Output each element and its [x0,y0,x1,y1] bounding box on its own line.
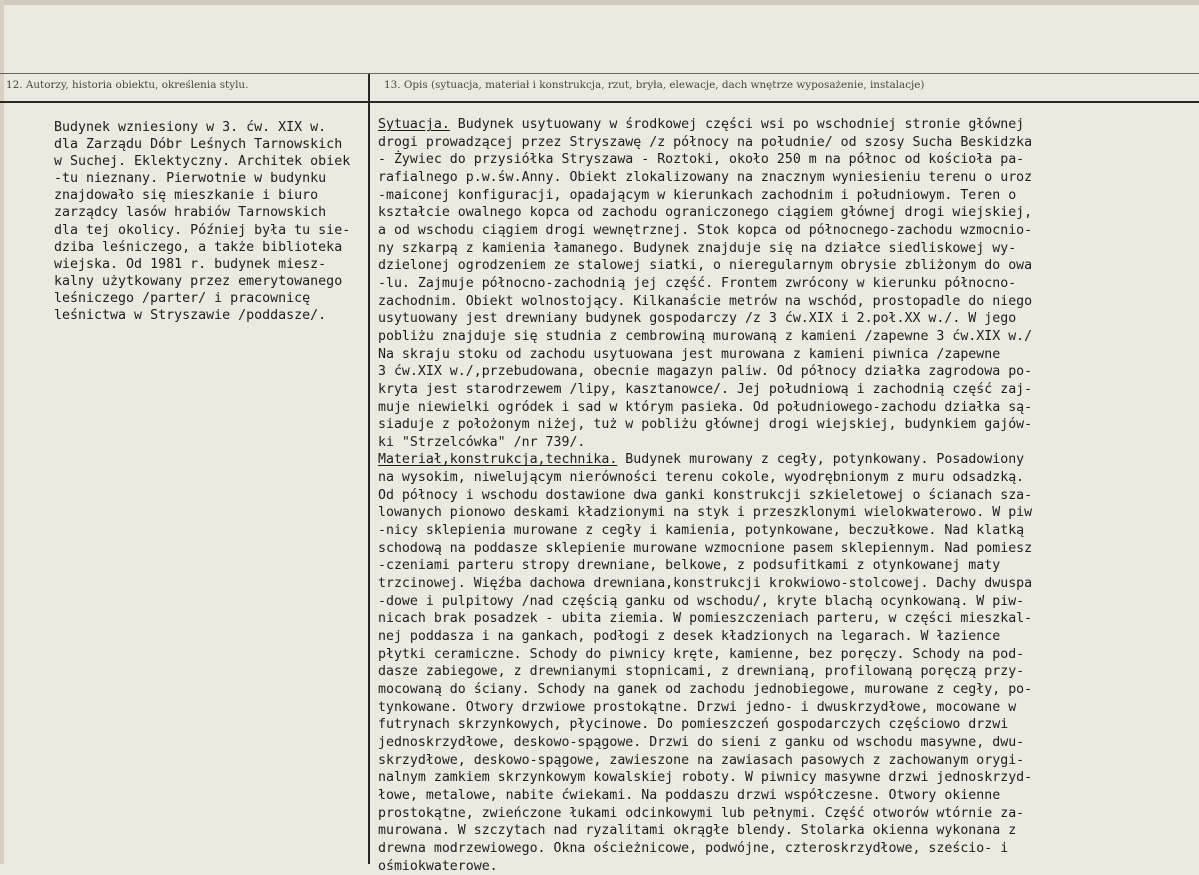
text-line: -czeniami parteru stropy drewniane, belkowe, z podsufitkami z otynkowanej maty [378,558,1001,574]
text-line: zachodnim. Obiekt wolnostojący. Kilkanaście metrów na wschód, prostopadle do niego [378,293,1033,309]
text-line: łowe, metalowe, nabite ćwiekami. Na poddaszu drzwi współczesne. Otwory okienne [378,787,1001,803]
text-line: -dowe i pulpitowy /nad częścią ganku od wschodu/, kryte blachą ocynkowaną. W piw- [378,593,1025,609]
text-line: -maiconej konfiguracji, opadającym w kierunkach zachodnim i południowym. Teren o [378,187,1017,203]
section-material-heading: Materiał,konstrukcja,technika. [378,452,618,468]
text-line: Budynek wzniesiony w 3. ćw. XIX w. [54,120,327,135]
text-line: zarządcy lasów hrabiów Tarnowskich [54,205,327,221]
text-line: dla tej okolicy. Później była tu sie- [54,222,351,238]
text-line: -lu. Zajmuje północno-zachodnią jej część. Frontem zwrócony w kierunku północno- [378,275,1017,291]
text-line: dziba leśniczego, a także biblioteka [54,239,343,255]
text-line: dzielonej ogrodzeniem ze stalowej siatki, o nieregularnym obrysie zbliżonym do owa [378,258,1033,274]
section-situation-first-line [378,116,1193,134]
text-line: na wysokim, niwelującym nierówności terenu cokole, wyodrębnionym z muru odsadzką. [378,470,1025,486]
text-line: nej poddasza i na gankach, podłogi z desek kładzionych na legarach. W łazience [378,629,1001,645]
section-material-first-line [378,451,1193,469]
text-line: dasze zabiegowe, z drewnianymi stopnicami, z drewnianą, profilowaną poręczą przy- [378,664,1025,680]
text-line: drogi prowadzącej przez Stryszawę /z północy na południe/ od szosy Sucha Beskidzka [378,134,1033,150]
text-line: prostokątne, zwieńczone łukami odcinkowymi lub pełnymi. Część otworów wtórnie za- [378,805,1025,821]
text-line: leśnictwa w Stryszawie /poddasze/. [54,308,327,324]
text-line: ki "Strzelcówka" /nr 739/. [378,434,586,450]
text-line: rafialnego p.w.św.Anny. Obiekt zlokalizowany na znacznym wyniesieniu terenu o uroz [378,169,1033,185]
text-line: wiejska. Od 1981 r. budynek miesz- [54,256,327,272]
text-line: schodową na poddasze sklepienie murowane wzmocnione pasem sklepiennym. Nad pomiesz [378,540,1033,556]
text-line: lowanych pionowo deskami kładzionymi na styk i przeszklonymi wielokwaterowo. W piw [378,505,1033,521]
text-line: dla Zarządu Dóbr Leśnych Tarnowskich [54,137,343,153]
text-line: znajdowało się mieszkanie i biuro [54,188,319,204]
text-line: ośmiokwaterowe. [378,858,498,874]
text-line: kształcie owalnego kopca od zachodu ograniczonego ciągiem głównej drogi wiejskiej, [378,205,1033,221]
text-line: w Suchej. Eklektyczny. Architek obiek [54,154,351,170]
text-line: murowana. W szczytach nad ryzalitami okrągłe blendy. Stolarka okienna wykonana z [378,823,1017,839]
text-line: mocowaną do ściany. Schody na ganek od zachodu jednobiegowe, murowane z cegły, po- [378,682,1033,697]
description-text [378,116,1193,875]
history-text [54,119,366,324]
text-line: pobliżu znajduje się studnia z cembrowiną murowaną z kamieni /zapewne 3 ćw.XIX w./ [378,328,1033,344]
text-line: muje niewielki ogródek i sad w którym pasieka. Od południowego-zachodu działka są- [378,399,1033,415]
scan-edge-top [0,0,1199,5]
text-line: Od północy i wschodu dostawione dwa ganki konstrukcji szkieletowej o ścianach sza- [378,487,1033,503]
text-line: 3 ćw.XIX w./,przebudowana, obecnie magazyn paliw. Od północy działka zagrodowa po- [378,364,1033,380]
text-line: -tu nieznany. Pierwotnie w budynku [54,171,327,187]
text-line: Na skraju stoku od zachodu usytuowana jest murowana z kamieni piwnica /zapewne [378,346,1001,362]
text-line: -nicy sklepienia murowane z cegły i kamienia, potynkowane, beczułkowe. Nad klatką [378,523,1025,539]
field-13-header: 13. Opis (sytuacja, materiał i konstrukcja, rzut, bryła, elewacje, dach wnętrze wyposażenie, instalacje) [384,79,925,91]
text-line: futrynach skrzynkowych, płycinowe. Do pomieszczeń gospodarczych częściowo drzwi [378,717,1009,733]
text-line: leśniczego /parter/ i pracownicę [54,290,311,306]
scan-edge-left [0,0,4,864]
text-line: a od wschodu ciągiem drogi wewnętrznej. Stok kopca od północnego-zachodu wzmocnio- [378,222,1033,238]
text-line: drewna modrzewiowego. Okna ościeżnicowe, podwójne, czteroskrzydłowe, sześcio- i [378,840,1009,856]
field-12-header: 12. Autorzy, historia obiektu, określenia stylu. [6,79,249,91]
text-line: usytuowany jest drewniany budynek gospodarczy /z 3 ćw.XIX i 2.poł.XX w./. W jego [378,311,1017,327]
text-line: skrzydłowe, deskowo-spągowe, zawieszone na zawiasach pasowych z zachowanym orygi- [378,752,1025,768]
text-line-fragment: Budynek usytuowany w środkowej części wsi po wschodniej stronie głównej [449,117,1025,132]
form-top-rule [0,73,1199,74]
text-line: nalnym zamkiem skrzynkowym kowalskiej roboty. W piwnicy masywne drzwi jednoskrzyd- [378,770,1033,786]
text-line: ny szkarpą z kamienia łamanego. Budynek znajduje się na działce siedliskowej wy- [378,240,1017,256]
column-divider [368,74,370,864]
text-line: - Żywiec do przysiółka Stryszawa - Roztoki, około 250 m na północ od kościoła pa- [378,152,1025,168]
text-line: kalny użytkowany przez emerytowanego [54,273,343,289]
text-line: tynkowane. Otwory drzwiowe prostokątne. Drzwi jedno- i dwuskrzydłowe, mocowane w [378,699,1017,715]
text-line: kryta jest starodrzewem /lipy, kasztanowce/. Jej południową i zachodnią część zaj- [378,381,1033,397]
form-header-rule [0,101,1199,103]
text-line: nicach brak posadzek - ubita ziemia. W pomieszczeniach parteru, w części mieszkal- [378,611,1033,627]
text-line: jednoskrzydłowe, deskowo-spągowe. Drzwi do sieni z ganku od wschodu masywne, dwu- [378,734,1025,750]
text-line: trzcinowej. Więźba dachowa drewniana,konstrukcji krokwiowo-stolcowej. Dachy dwuspa [378,576,1033,592]
text-line-fragment: Budynek murowany z cegły, potynkowany. Posadowiony [617,452,1025,468]
text-line: siaduje z położonym niżej, tuż w pobliżu głównej drogi wiejskiej, budynkiem gajów- [378,417,1033,433]
text-line: płytki ceramiczne. Schody do piwnicy kręte, kamienne, bez poręczy. Schody na pod- [378,646,1025,662]
section-situation-heading: Sytuacja. [378,117,450,132]
